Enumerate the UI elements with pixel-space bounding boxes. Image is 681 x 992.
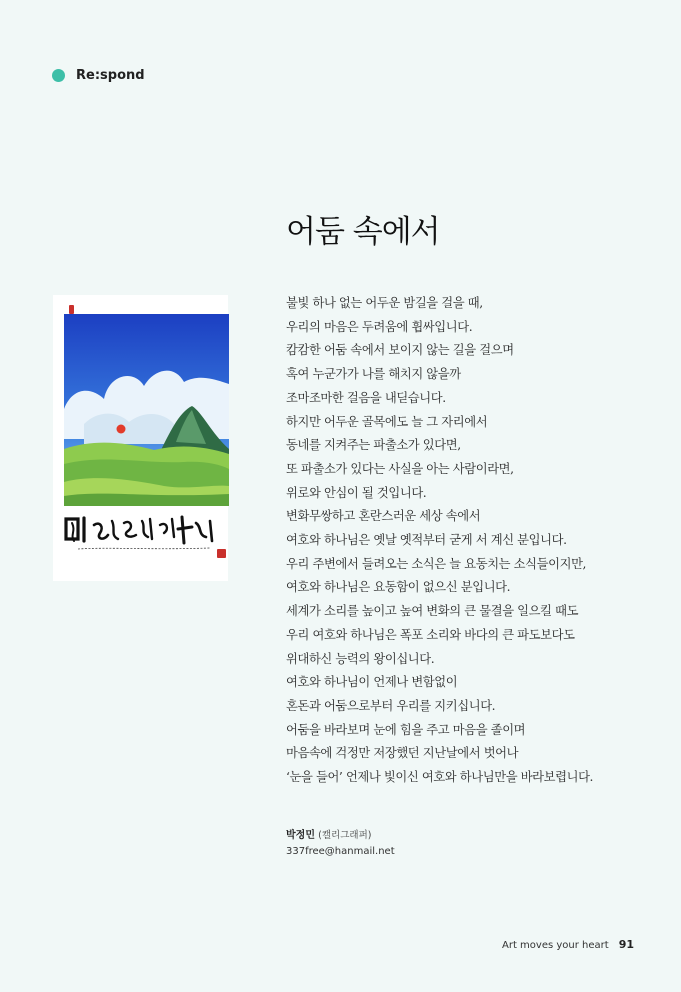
poem-line: 우리 여호와 하나님은 폭포 소리와 바다의 큰 파도보다도 <box>286 627 575 642</box>
calligraphy-artwork <box>53 295 228 581</box>
author-credit <box>286 828 395 860</box>
poem-line: 우리 주변에서 들려오는 소식은 늘 요동치는 소식들이지만, <box>286 556 587 571</box>
poem-line: 혹여 누군가가 나를 해치지 않을까 <box>286 367 461 382</box>
author-role: (캘리그래퍼) <box>318 830 372 841</box>
poem-line: 우리의 마음은 두려움에 휩싸입니다. <box>286 319 473 334</box>
poem-line: 여호와 하나님이 언제나 변함없이 <box>286 675 458 690</box>
poem-line: 하지만 어두운 골목에도 늘 그 자리에서 <box>286 414 488 429</box>
section-dot-icon <box>52 69 65 82</box>
poem-line: 위로와 안심이 될 것입니다. <box>286 485 427 500</box>
poem-line: 혼돈과 어둠으로부터 우리를 지키십니다. <box>286 698 496 713</box>
landscape-painting <box>64 314 229 506</box>
poem-line: 어둠을 바라보며 눈에 힘을 주고 마음을 졸이며 <box>286 722 526 737</box>
poem-line: 동네를 지켜주는 파출소가 있다면, <box>286 438 461 453</box>
author-name: 박정민 <box>286 830 315 841</box>
poem-line: 여호와 하나님은 요동함이 없으신 분입니다. <box>286 580 511 595</box>
poem-line: 여호와 하나님은 옛날 옛적부터 굳게 서 계신 분입니다. <box>286 533 567 548</box>
poem-line: 세계가 소리를 높이고 높여 변화의 큰 물결을 일으킬 때도 <box>286 604 579 619</box>
author-email: 337free@hanmail.net <box>286 846 395 857</box>
page-number: 91 <box>618 938 634 951</box>
artist-seal-icon <box>217 549 226 558</box>
section-tag <box>52 68 145 83</box>
poem-line: 캄캄한 어둠 속에서 보이지 않는 길을 걸으며 <box>286 343 514 358</box>
poem-line: 또 파출소가 있다는 사실을 아는 사람이라면, <box>286 461 514 476</box>
section-label: Re:spond <box>76 68 145 83</box>
poem-line: 조마조마한 걸음을 내딛습니다. <box>286 390 446 405</box>
seal-stamp-icon <box>69 305 74 314</box>
calligraphy-inscription <box>60 513 228 555</box>
poem-line: 위대하신 능력의 왕이십니다. <box>286 651 435 666</box>
author-line <box>286 828 395 844</box>
poem-body <box>286 292 656 790</box>
poem-line: 불빛 하나 없는 어두운 밤길을 걸을 때, <box>286 296 483 310</box>
footer-tagline: Art moves your heart <box>502 940 609 951</box>
poem-line: 마음속에 걱정만 저장했던 지난날에서 벗어나 <box>286 746 519 761</box>
page-footer <box>502 938 634 951</box>
article-title: 어둠 속에서 <box>286 214 440 250</box>
poem-line: ‘눈을 들어’ 언제나 빛이신 여호와 하나님만을 바라보렵니다. <box>286 770 594 785</box>
poem-line: 변화무쌍하고 혼란스러운 세상 속에서 <box>286 509 481 524</box>
